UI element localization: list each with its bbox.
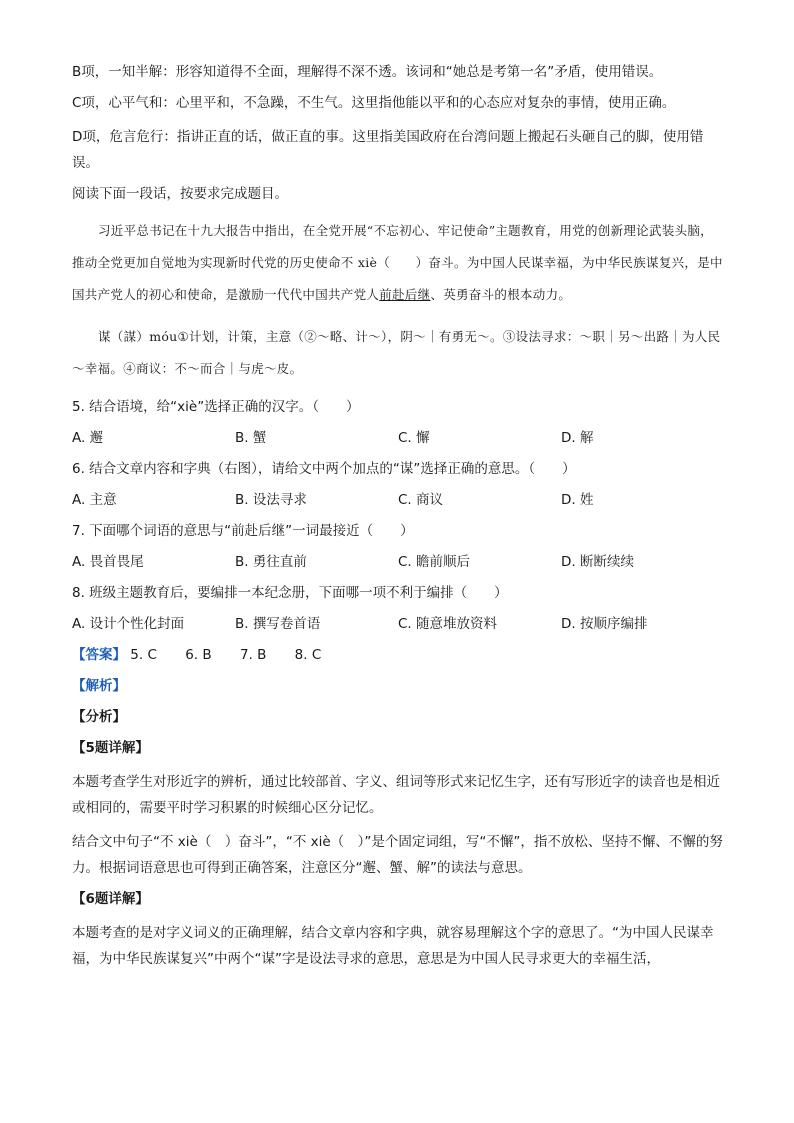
option-c: C. 商议 [398, 492, 444, 508]
question-options [72, 614, 724, 634]
option-b: B. 设法寻求 [235, 492, 307, 508]
option-b: B. 撰写卷首语 [235, 616, 321, 632]
question-8 [72, 583, 724, 634]
q5-detail-paragraph-1: 本题考查学生对形近字的辨析，通过比较部首、字义、组词等形式来记忆生字，还有写形近字的读音也是相近或相同的，需要平时学习积累的时候细心区分记忆。 [72, 774, 720, 816]
answer-item: 7. B [239, 647, 267, 663]
option-b: B. 勇往直前 [235, 554, 307, 570]
option-a: A. 设计个性化封面 [72, 616, 185, 632]
question-stem: 5. 结合语境，给“xiè”选择正确的汉字。（ ） [72, 399, 360, 415]
dictionary-entry: 谋（謀）móu①计划，计策，主意（②～略、计～），阴～｜有勇无～。③设法寻求：～职｜另～出路｜为人民～幸福。④商议：不～而合｜与虎～皮。 [72, 329, 721, 376]
q5-detail-paragraph-2: 结合文中句子“不 xiè（ ）奋斗”，“不 xiè（ ）”是个固定词组，写“不懈”，指不放松、坚持不懈、不懈的努力。根据词语意思也可得到正确答案，注意区分“邂、蟹、解”的读法与意思。 [72, 834, 723, 876]
option-a: A. 主意 [72, 492, 117, 508]
document-page [72, 62, 724, 980]
passage-part-1: 习近平总书记在十九大报告中指出，在全党开展“不忘初心、牢记使命”主题教育，用党的创新理论武装头脑，推动全党更加自觉地为实现新时代党的历史使命不 xiè（ ）奋斗。为中国人民谋幸福，为中华民族谋复兴，是中国共产党人的初心和使命，是激励一代代中国共产党人 [72, 223, 723, 302]
option-c: C. 瞻前顺后 [398, 554, 471, 570]
option-d: D. 断断续续 [561, 554, 634, 570]
item-c-explanation: C项，心平气和：心里平和，不急躁，不生气。这里指他能以平和的心态应对复杂的事情，使用正确。 [72, 95, 676, 111]
passage-underlined-phrase: 前赴后继 [379, 287, 431, 302]
option-b: B. 蟹 [235, 430, 267, 446]
analysis-label-text: 【解析】 [72, 678, 126, 694]
reading-passage [72, 215, 724, 311]
reading-instruction: 阅读下面一段话，按要求完成题目。 [72, 186, 288, 202]
question-options [72, 428, 724, 448]
option-a: A. 畏首畏尾 [72, 554, 144, 570]
option-d: D. 姓 [561, 492, 594, 508]
question-stem: 8. 班级主题教育后，要编排一本纪念册，下面哪一项不利于编排（ ） [72, 585, 508, 601]
item-d-explanation: D项，危言危行：指讲正直的话，做正直的事。这里指美国政府在台湾问题上搬起石头砸自己的脚，使用错误。 [72, 129, 704, 171]
answer-label: 【答案】 [72, 647, 126, 663]
answer-line [72, 645, 724, 665]
q5-detail-head: 【5题详解】 [72, 740, 149, 756]
q6-detail-paragraph-1: 本题考查的是对字义词义的正确理解，结合文章内容和字典，就容易理解这个字的意思了。“为中国人民谋幸福，为中华民族谋复兴”中两个“谋”字是设法寻求的意思，意思是为中国人民寻求更大的幸福生活， [72, 925, 714, 967]
question-stem: 7. 下面哪个词语的意思与“前赴后继”一词最接近（ ） [72, 523, 414, 539]
answer-item: 6. B [185, 647, 212, 663]
option-d: D. 解 [561, 430, 594, 446]
item-b-explanation: B项，一知半解：形容知道得不全面，理解得不深不透。该词和“她总是考第一名”矛盾，使用错误。 [72, 64, 663, 80]
question-stem: 6. 结合文章内容和字典（右图），请给文中两个加点的“谋”选择正确的意思。（ ） [72, 461, 576, 477]
option-c: C. 懈 [398, 430, 430, 446]
question-6 [72, 459, 724, 510]
answer-item: 5. C [130, 647, 157, 663]
option-a: A. 邂 [72, 430, 104, 446]
answer-item: 8. C [294, 647, 322, 663]
question-options [72, 552, 724, 572]
question-7 [72, 521, 724, 572]
question-5 [72, 397, 724, 448]
q6-detail-head: 【6题详解】 [72, 891, 149, 907]
passage-part-2: 、英勇奋斗的根本动力。 [430, 287, 572, 302]
fenxi-label: 【分析】 [72, 709, 126, 725]
question-options [72, 490, 724, 510]
option-d: D. 按顺序编排 [561, 616, 648, 632]
option-c: C. 随意堆放资料 [398, 616, 498, 632]
analysis-label [72, 676, 724, 696]
